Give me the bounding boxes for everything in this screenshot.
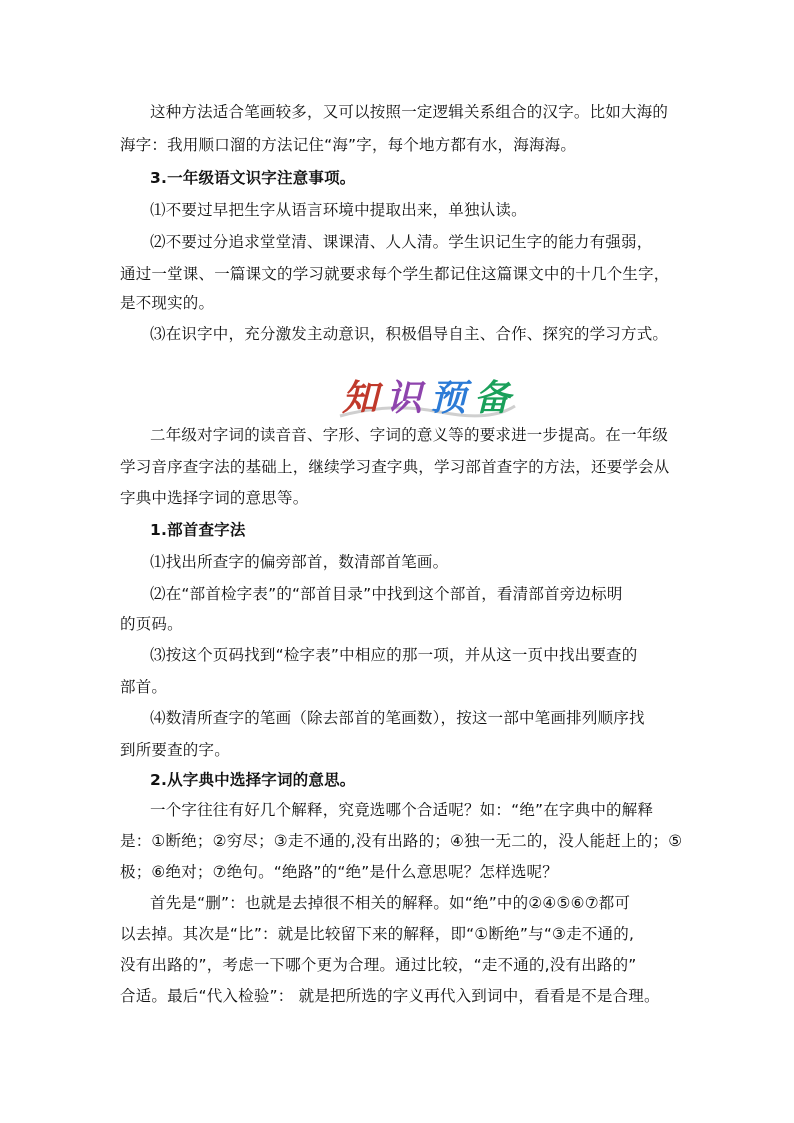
paragraph-line: 没有出路的”，考虑一下哪个更为合理。通过比较，“走不通的,没有出路的” xyxy=(120,956,637,974)
list-item: ⑵在“部首检字表”的“部首目录”中找到这个部首，看清部首旁边标明 xyxy=(150,585,623,603)
paragraph-line: 海字：我用顺口溜的方法记住“海”字，每个地方都有水，海海海。 xyxy=(120,136,577,154)
list-item-continuation: 通过一堂课、一篇课文的学习就要求每个学生都记住这篇课文中的十几个生字， xyxy=(120,265,670,283)
list-item: ⑴不要过早把生字从语言环境中提取出来，单独认读。 xyxy=(150,201,527,219)
banner-char: 识 xyxy=(386,377,423,419)
paragraph-line: 首先是“删”：也就是去掉很不相关的解释。如“绝”中的②④⑤⑥⑦都可 xyxy=(150,894,631,912)
paragraph-line: 以去掉。其次是“比”：就是比较留下来的解释，即“①断绝”与“③走不通的, xyxy=(120,925,635,943)
list-item: ⑶在识字中，充分激发主动意识，积极倡导自主、合作、探究的学习方式。 xyxy=(150,325,669,343)
knowledge-prep-banner xyxy=(330,372,520,424)
paragraph-line: 合适。最后“代入检验”： 就是把所选的字义再代入到词中，看看是不是合理。 xyxy=(120,987,660,1005)
section-heading: 3.一年级语文识字注意事项。 xyxy=(150,169,356,187)
section-heading: 2.从字典中选择字词的意思。 xyxy=(150,771,356,789)
paragraph-line: 是：①断绝；②穷尽；③走不通的,没有出路的；④独一无二的，没人能赶上的；⑤ xyxy=(120,832,683,850)
list-item-continuation: 的页码。 xyxy=(120,615,183,633)
banner-char: 知 xyxy=(342,377,379,419)
list-item-continuation: 部首。 xyxy=(120,678,168,696)
list-item: ⑴找出所查字的偏旁部首，数清部首笔画。 xyxy=(150,553,449,571)
paragraph-line: 学习音序查字法的基础上，继续学习查字典，学习部首查字的方法，还要学会从 xyxy=(120,458,670,476)
section-heading: 1.部首查字法 xyxy=(150,521,246,539)
paragraph-line: 这种方法适合笔画较多，又可以按照一定逻辑关系组合的汉字。比如大海的 xyxy=(150,103,669,121)
paragraph-line: 一个字往往有好几个解释，究竟选哪个合适呢？如：“绝”在字典中的解释 xyxy=(150,801,654,819)
banner-art xyxy=(330,372,520,424)
list-item: ⑶按这个页码找到“检字表”中相应的那一项，并从这一页中找出要查的 xyxy=(150,646,638,664)
list-item: ⑵不要过分追求堂堂清、课课清、人人清。学生识记生字的能力有强弱， xyxy=(150,233,653,251)
list-item: ⑷数清所查字的笔画（除去部首的笔画数），按这一部中笔画排列顺序找 xyxy=(150,709,645,727)
banner-char: 预 xyxy=(430,377,467,419)
paragraph-line: 极；⑥绝对；⑦绝句。“绝路”的“绝”是什么意思呢？怎样选呢？ xyxy=(120,863,558,881)
list-item-continuation: 到所要查的字。 xyxy=(120,741,230,759)
list-item-continuation: 是不现实的。 xyxy=(120,294,215,312)
paragraph-line: 字典中选择字词的意思等。 xyxy=(120,489,309,507)
paragraph-line: 二年级对字词的读音音、字形、字词的意义等的要求进一步提高。在一年级 xyxy=(150,426,669,444)
banner-char: 备 xyxy=(474,377,511,419)
